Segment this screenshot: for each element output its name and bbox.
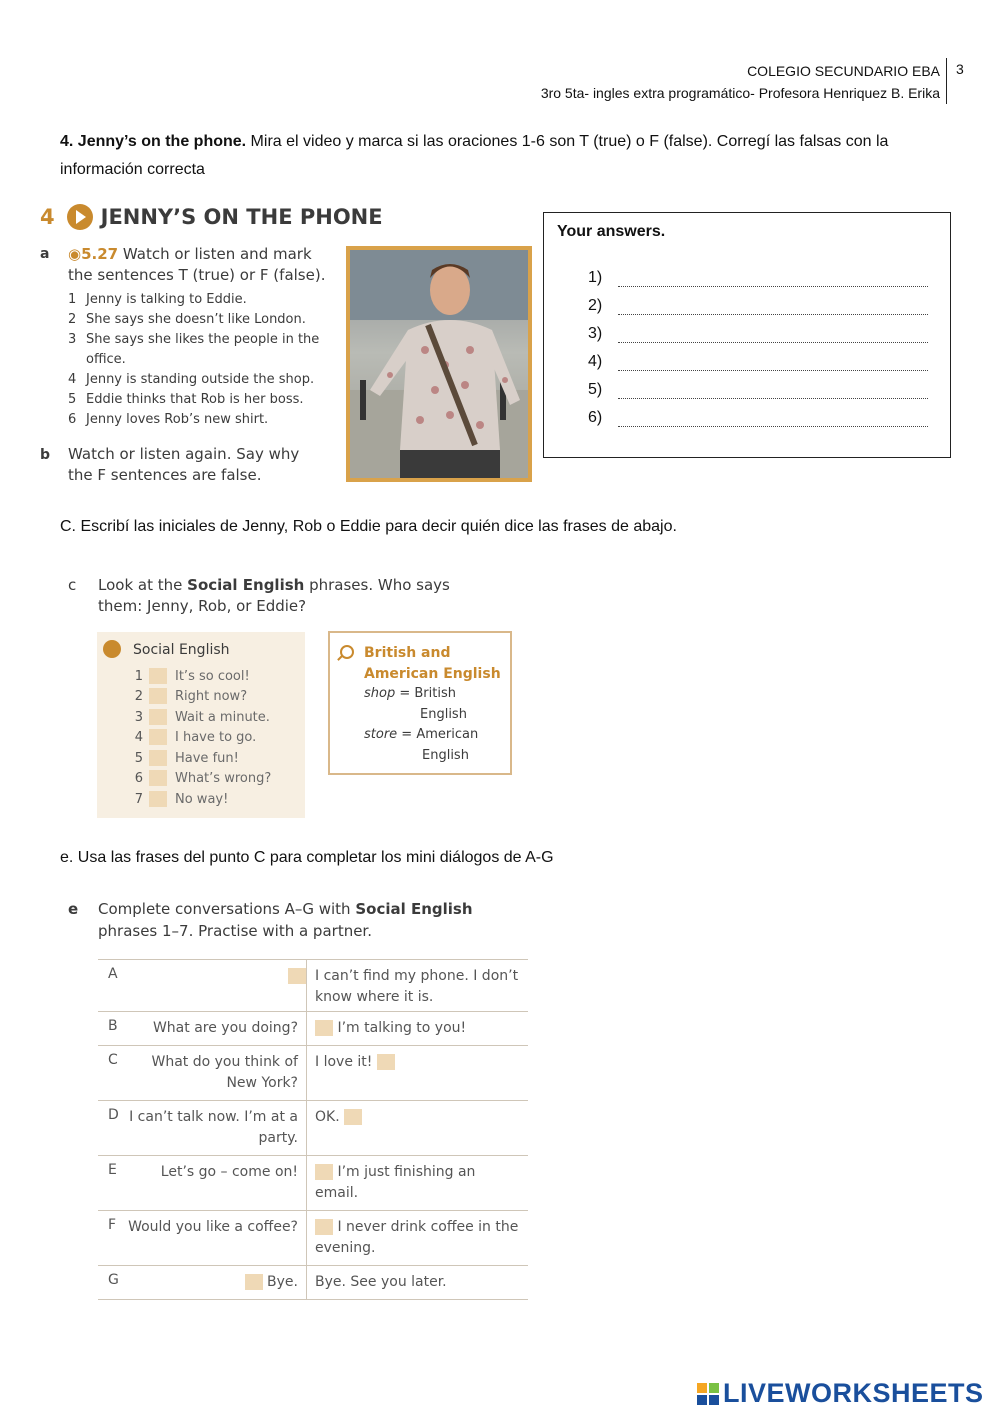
audio-track: ◉5.27 xyxy=(68,245,119,263)
answer-box[interactable] xyxy=(288,968,306,984)
answer-line[interactable] xyxy=(618,328,928,343)
exercise-number: 4 xyxy=(40,205,55,229)
statement-list xyxy=(68,290,343,430)
bae-english-2: English xyxy=(422,748,469,763)
bae-shop-line: shop = British xyxy=(364,686,456,701)
bae-store-line: store = American xyxy=(364,727,479,742)
statement-item: 3 She says she likes the people in the office. xyxy=(68,332,320,367)
answer-row-1[interactable]: 1) xyxy=(588,269,928,287)
magnifier-icon xyxy=(340,645,354,659)
statement-item: 2 She says she doesn’t like London. xyxy=(68,312,306,327)
answer-line[interactable] xyxy=(618,412,928,427)
answer-box[interactable] xyxy=(149,770,167,786)
conversation-row-c: C What do you think of New York? I love it! xyxy=(98,1046,528,1101)
bullet-icon xyxy=(103,640,121,658)
instruction-4 xyxy=(60,128,950,184)
social-english-title: Social English xyxy=(133,642,230,658)
answer-row-3[interactable]: 3) xyxy=(588,325,928,343)
phrase-item[interactable]: 7 No way! xyxy=(134,791,229,807)
answer-row-5[interactable]: 5) xyxy=(588,381,928,399)
liveworksheets-logo xyxy=(697,1378,984,1409)
section-e-heading: e Complete conversations A–G with Social English phrases 1–7. Practise with a partner. xyxy=(68,900,473,940)
answer-line[interactable] xyxy=(618,384,928,399)
answer-box[interactable] xyxy=(377,1054,395,1070)
phrase-item[interactable]: 1 It’s so cool! xyxy=(134,668,250,684)
phrase-item[interactable]: 4 I have to go. xyxy=(134,729,257,745)
part-a-letter: a xyxy=(40,246,50,262)
answer-box[interactable] xyxy=(315,1219,333,1235)
phrase-item[interactable]: 6 What’s wrong? xyxy=(134,770,272,786)
conversation-row-f: F Would you like a coffee? I never drink coffee in the evening. xyxy=(98,1211,528,1266)
instruction-4-bold: 4. Jenny’s on the phone. xyxy=(60,133,247,150)
answers-box xyxy=(543,212,951,458)
course-line: 3ro 5ta- ingles extra programático- Profesora Henriquez B. Erika xyxy=(540,85,940,101)
answer-box[interactable] xyxy=(149,709,167,725)
answer-box[interactable] xyxy=(245,1274,263,1290)
conversation-row-g: G Bye. Bye. See you later. xyxy=(98,1266,528,1300)
answers-title: Your answers. xyxy=(557,223,666,240)
statement-item: 5 Eddie thinks that Rob is her boss. xyxy=(68,392,304,407)
person-illustration xyxy=(350,250,528,478)
instruction-4-text: Mira el video y marca si las oraciones 1-6 son T (true) o F (false). Corregí las falsas con la información correcta xyxy=(60,133,889,178)
conversation-table xyxy=(98,959,528,1300)
logo-grid-icon xyxy=(697,1383,719,1405)
video-still-photo xyxy=(346,246,532,482)
section-e-instruction: e. Usa las frases del punto C para completar los mini diálogos de A-G xyxy=(60,849,554,866)
section-c-instruction: C. Escribí las iniciales de Jenny, Rob o Eddie para decir quién dice las frases de abajo. xyxy=(60,518,677,535)
header-divider xyxy=(946,58,947,104)
part-b-letter: b xyxy=(40,447,51,463)
phrase-item[interactable]: 5 Have fun! xyxy=(134,750,239,766)
answer-box[interactable] xyxy=(149,750,167,766)
answer-row-6[interactable]: 6) xyxy=(588,409,928,427)
statement-item: 1 Jenny is talking to Eddie. xyxy=(68,292,247,307)
play-icon xyxy=(67,204,93,230)
conversation-row-a: A I can’t find my phone. I don’t know where it is. xyxy=(98,960,528,1012)
conversation-row-e: E Let’s go – come on! I’m just finishing an email. xyxy=(98,1156,528,1211)
answer-box[interactable] xyxy=(344,1109,362,1125)
answer-box[interactable] xyxy=(315,1164,333,1180)
conversation-row-d: D I can’t talk now. I’m at a party. OK. xyxy=(98,1101,528,1156)
answer-line[interactable] xyxy=(618,272,928,287)
answer-box[interactable] xyxy=(149,729,167,745)
conversation-row-b: B What are you doing? I’m talking to you! xyxy=(98,1012,528,1046)
answer-row-2[interactable]: 2) xyxy=(588,297,928,315)
answer-box[interactable] xyxy=(149,668,167,684)
answer-line[interactable] xyxy=(618,300,928,315)
school-name: COLEGIO SECUNDARIO EBA xyxy=(747,63,940,79)
bae-title: British and American English xyxy=(364,645,501,682)
page-number: 3 xyxy=(956,61,964,77)
section-c-heading: c Look at the Social English phrases. Who says them: Jenny, Rob, or Eddie? xyxy=(68,576,450,615)
british-american-box xyxy=(328,631,512,775)
statement-item: 4 Jenny is standing outside the shop. xyxy=(68,372,315,387)
answer-box[interactable] xyxy=(149,688,167,704)
part-a-instruction: ◉5.27 Watch or listen and mark the sentences T (true) or F (false). xyxy=(68,245,326,284)
statement-item: 6 Jenny loves Rob’s new shirt. xyxy=(68,412,269,427)
answer-box[interactable] xyxy=(149,791,167,807)
answer-row-4[interactable]: 4) xyxy=(588,353,928,371)
part-b-instruction: Watch or listen again. Say why the F sentences are false. xyxy=(68,445,300,484)
phrase-item[interactable]: 2 Right now? xyxy=(134,688,248,704)
exercise-title xyxy=(40,204,383,230)
social-english-box xyxy=(97,632,305,818)
bae-english-1: English xyxy=(420,707,467,722)
page-header xyxy=(380,60,940,104)
phrase-item[interactable]: 3 Wait a minute. xyxy=(134,709,270,725)
logo-text: LIVEWORKSHEETS xyxy=(723,1378,984,1408)
answer-line[interactable] xyxy=(618,356,928,371)
exercise-title-text: JENNY’S ON THE PHONE xyxy=(100,205,383,229)
answer-box[interactable] xyxy=(315,1020,333,1036)
